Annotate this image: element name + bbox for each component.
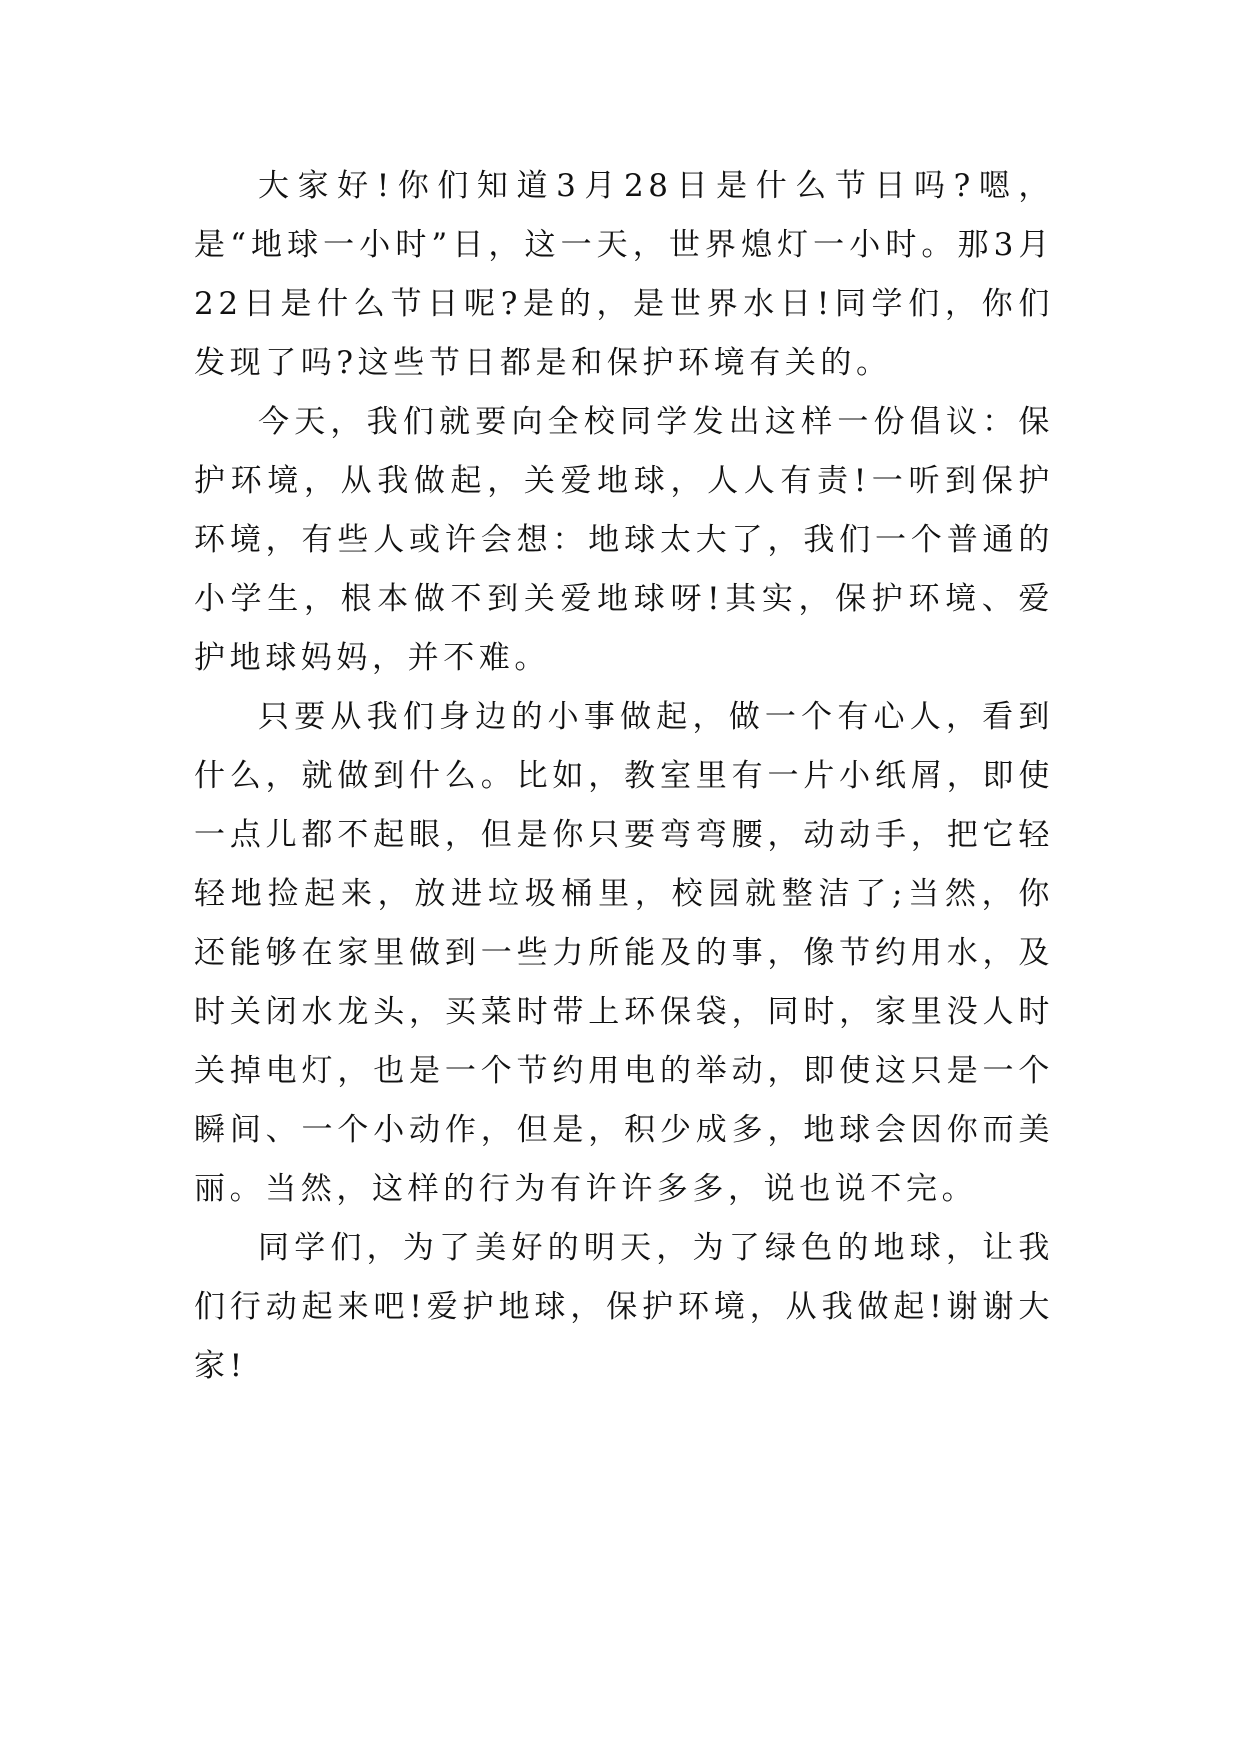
paragraph-3: 只要从我们身边的小事做起，做一个有心人，看到什么，就做到什么。比如，教室里有一片小纸屑，即使一点儿都不起眼，但是你只要弯弯腰，动动手，把它轻轻地捡起来，放进垃圾桶里，校园就整洁了;当然，你还能够在家里做到一些力所能及的事，像节约用水，及时关闭水龙头，买菜时带上环保袋，同时，家里没人时关掉电灯，也是一个节约用电的举动，即使这只是一个瞬间、一个小动作，但是，积少成多，地球会因你而美丽。当然，这样的行为有许许多多，说也说不完。	[194, 699, 1054, 1207]
paragraph-2: 今天，我们就要向全校同学发出这样一份倡议：保护环境，从我做起，关爱地球，人人有责!一听到保护环境，有些人或许会想：地球太大了，我们一个普通的小学生，根本做不到关爱地球呀!其实，保护环境、爱护地球妈妈，并不难。	[194, 404, 1054, 676]
paragraph-1: 大家好!你们知道3月28日是什么节日吗?嗯，是“地球一小时”日，这一天，世界熄灯一小时。那3月22日是什么节日呢?是的，是世界水日!同学们，你们发现了吗?这些节日都是和保护环境有关的。	[194, 168, 1054, 381]
paragraph-4: 同学们，为了美好的明天，为了绿色的地球，让我们行动起来吧!爱护地球，保护环境，从我做起!谢谢大家!	[194, 1230, 1054, 1384]
document-body	[194, 157, 1054, 1396]
